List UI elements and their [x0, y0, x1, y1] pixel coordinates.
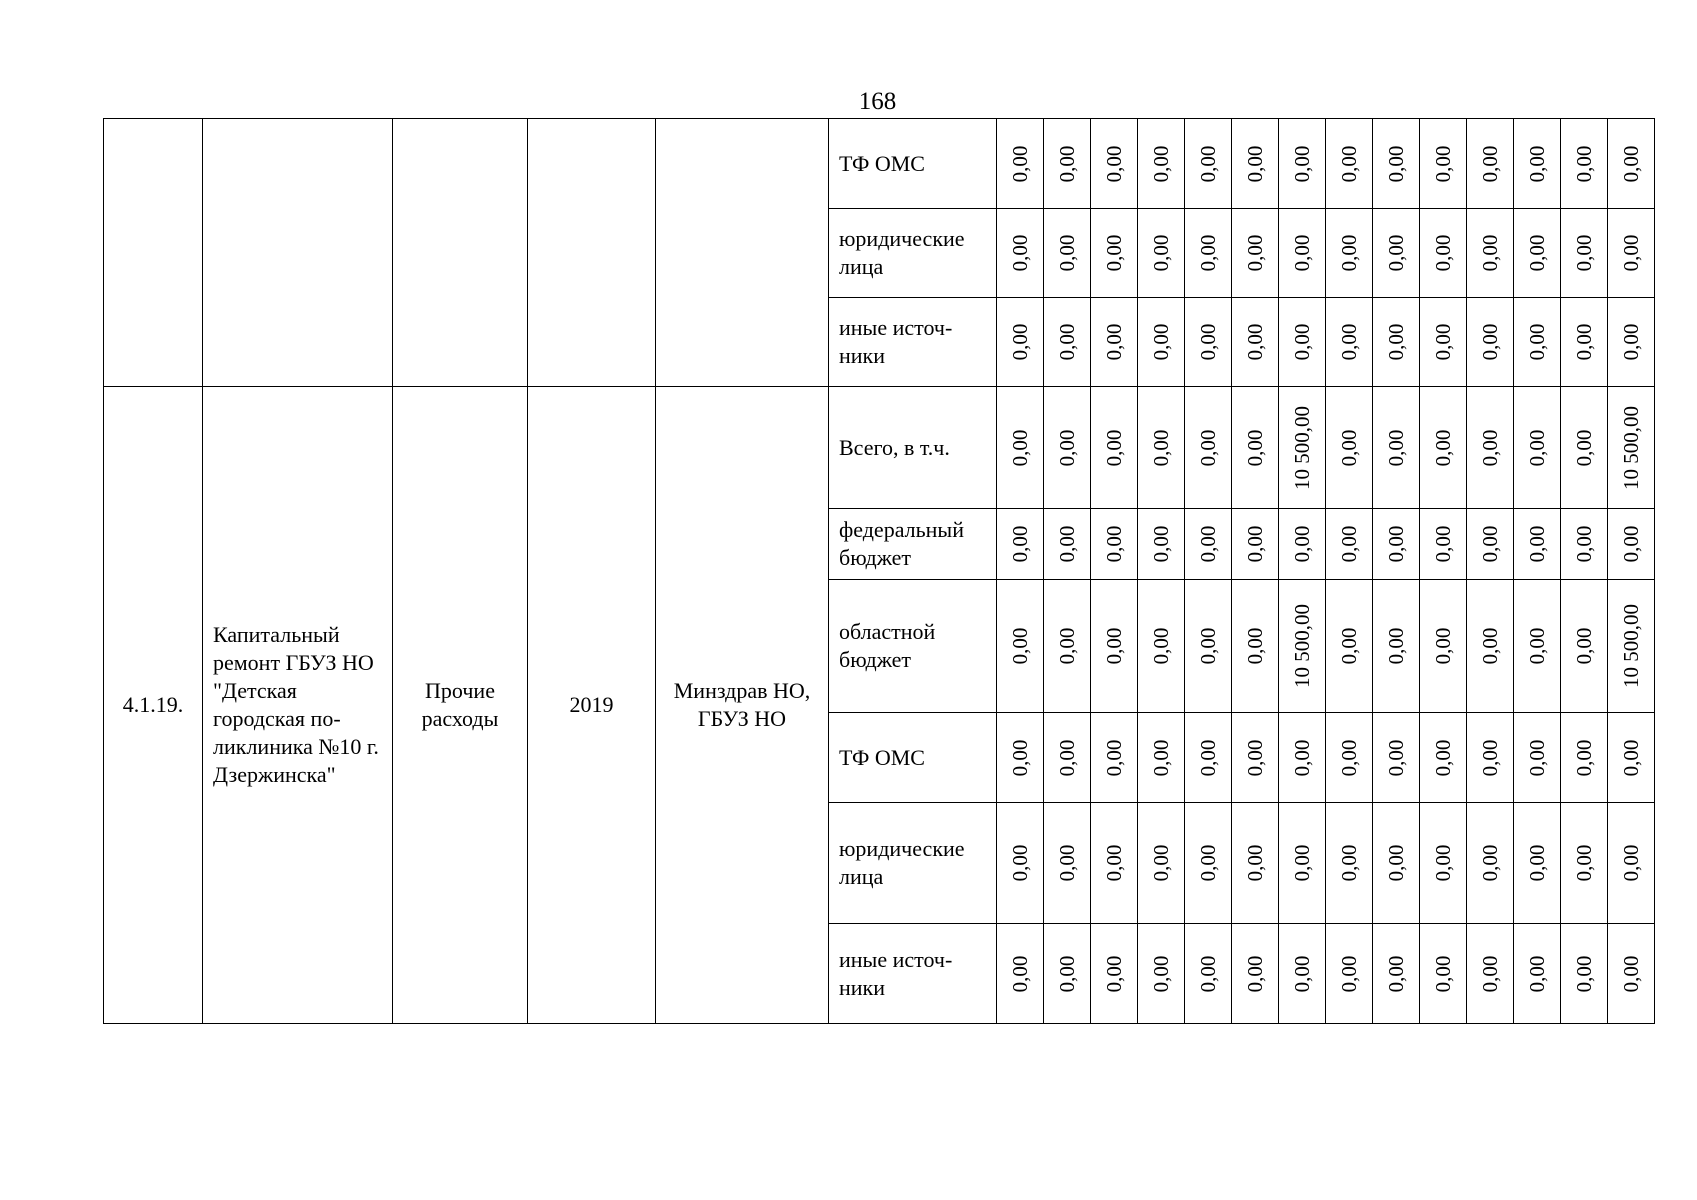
value-text: 0,00 [1525, 234, 1549, 272]
value-text: 0,00 [1337, 627, 1361, 665]
value-text: 0,00 [1572, 955, 1596, 992]
value-text: 0,00 [1384, 234, 1408, 272]
value-text: 0,00 [1102, 525, 1126, 563]
value-cell [1467, 580, 1514, 713]
value-cell [1467, 924, 1514, 1024]
value-text: 0,00 [1008, 844, 1032, 882]
value-text: 0,00 [1290, 323, 1314, 361]
value-text: 0,00 [1290, 739, 1314, 776]
value-text: 0,00 [1384, 627, 1408, 665]
value-cell [1232, 387, 1279, 509]
value-cell [1138, 298, 1185, 387]
value-cell [1373, 803, 1420, 924]
value-text: 0,00 [1055, 844, 1079, 882]
value-cell [1326, 509, 1373, 580]
funding-source: иные источ-ники [829, 924, 997, 1024]
value-text: 0,00 [1431, 955, 1455, 992]
value-cell [1091, 209, 1138, 298]
value-text: 0,00 [1337, 234, 1361, 272]
value-text: 0,00 [1055, 145, 1079, 182]
value-cell [1326, 803, 1373, 924]
value-text: 0,00 [1008, 525, 1032, 563]
value-cell [1467, 298, 1514, 387]
page-number: 168 [858, 88, 897, 115]
value-cell [1091, 509, 1138, 580]
value-cell [1373, 298, 1420, 387]
value-cell [1185, 387, 1232, 509]
value-text: 0,00 [1337, 525, 1361, 563]
value-text: 0,00 [1196, 145, 1220, 182]
value-cell [1420, 298, 1467, 387]
value-text: 0,00 [1384, 323, 1408, 361]
value-text: 0,00 [1243, 525, 1267, 563]
year: 2019 [528, 387, 656, 1024]
value-cell [1279, 298, 1326, 387]
value-cell [1232, 509, 1279, 580]
group2-body [104, 387, 1655, 1024]
value-cell [997, 119, 1044, 209]
value-text: 0,00 [1431, 145, 1455, 182]
value-cell [1091, 298, 1138, 387]
value-text: 0,00 [1102, 627, 1126, 665]
value-cell [1185, 209, 1232, 298]
value-cell [1185, 580, 1232, 713]
value-text: 0,00 [1431, 323, 1455, 361]
value-cell [1608, 713, 1655, 803]
value-cell [1279, 119, 1326, 209]
value-text: 0,00 [1478, 323, 1502, 361]
value-text: 0,00 [1478, 844, 1502, 882]
value-cell [1467, 713, 1514, 803]
expense-type: Прочие расходы [393, 387, 528, 1024]
value-text: 0,00 [1337, 323, 1361, 361]
value-text: 0,00 [1149, 429, 1173, 466]
value-text: 0,00 [1055, 234, 1079, 272]
value-text: 0,00 [1525, 429, 1549, 466]
value-text: 0,00 [1196, 844, 1220, 882]
value-cell [997, 387, 1044, 509]
funding-source: юридические лица [829, 803, 997, 924]
value-text: 0,00 [1478, 234, 1502, 272]
value-cell [1138, 580, 1185, 713]
value-cell [1373, 924, 1420, 1024]
group1-executor-cell [656, 119, 829, 387]
value-cell [1185, 298, 1232, 387]
value-text: 0,00 [1572, 234, 1596, 272]
value-text: 0,00 [1619, 145, 1643, 182]
value-cell [1514, 803, 1561, 924]
value-text: 0,00 [1431, 429, 1455, 466]
value-cell [1467, 209, 1514, 298]
value-text: 0,00 [1619, 844, 1643, 882]
value-cell [1561, 803, 1608, 924]
value-text: 0,00 [1478, 525, 1502, 563]
value-text: 0,00 [1384, 429, 1408, 466]
value-cell [1420, 509, 1467, 580]
value-cell [1373, 713, 1420, 803]
value-text: 0,00 [1619, 525, 1643, 563]
value-text: 0,00 [1008, 234, 1032, 272]
value-cell [1326, 209, 1373, 298]
value-text: 0,00 [1243, 844, 1267, 882]
value-cell [1091, 803, 1138, 924]
value-text: 0,00 [1055, 739, 1079, 776]
value-cell [1373, 509, 1420, 580]
value-cell [1561, 580, 1608, 713]
value-cell [1091, 387, 1138, 509]
value-cell [1138, 209, 1185, 298]
value-text: 0,00 [1149, 323, 1173, 361]
value-cell [1279, 509, 1326, 580]
value-cell [1232, 209, 1279, 298]
value-cell [1608, 298, 1655, 387]
value-text: 0,00 [1055, 323, 1079, 361]
value-cell [1326, 387, 1373, 509]
value-cell [997, 713, 1044, 803]
value-cell [1467, 509, 1514, 580]
value-cell [1185, 924, 1232, 1024]
value-cell [1561, 509, 1608, 580]
value-text: 0,00 [1055, 955, 1079, 992]
value-cell [1467, 119, 1514, 209]
value-text: 0,00 [1525, 844, 1549, 882]
value-text: 0,00 [1102, 429, 1126, 466]
value-text: 0,00 [1243, 627, 1267, 665]
value-cell [997, 924, 1044, 1024]
value-cell [1373, 119, 1420, 209]
value-text: 0,00 [1102, 323, 1126, 361]
value-text: 10 500,00 [1290, 405, 1314, 490]
value-cell [1138, 924, 1185, 1024]
value-cell [1091, 713, 1138, 803]
value-text: 0,00 [1008, 323, 1032, 361]
value-text: 0,00 [1619, 323, 1643, 361]
value-cell [997, 803, 1044, 924]
value-text: 0,00 [1055, 429, 1079, 466]
value-cell [1561, 924, 1608, 1024]
value-cell [1420, 580, 1467, 713]
value-text: 0,00 [1525, 323, 1549, 361]
value-cell [1420, 713, 1467, 803]
value-text: 0,00 [1384, 955, 1408, 992]
value-cell [1044, 713, 1091, 803]
value-text: 0,00 [1149, 234, 1173, 272]
value-cell [1420, 209, 1467, 298]
value-cell [1138, 713, 1185, 803]
group1-body [104, 119, 1655, 387]
value-cell [1326, 580, 1373, 713]
group1-number-cell [104, 119, 203, 387]
value-text: 0,00 [1102, 234, 1126, 272]
table-row [104, 387, 1655, 509]
funding-source: ТФ ОМС [829, 119, 997, 209]
value-cell [1044, 509, 1091, 580]
value-text: 0,00 [1478, 955, 1502, 992]
group1-name-cell [203, 119, 393, 387]
value-text: 0,00 [1525, 627, 1549, 665]
value-cell [1420, 924, 1467, 1024]
value-cell [1608, 119, 1655, 209]
value-text: 0,00 [1525, 739, 1549, 776]
value-text: 0,00 [1384, 844, 1408, 882]
value-cell [1561, 119, 1608, 209]
value-cell [1044, 298, 1091, 387]
value-cell [1232, 803, 1279, 924]
value-text: 0,00 [1196, 323, 1220, 361]
value-cell [1514, 209, 1561, 298]
funding-source: юридические лица [829, 209, 997, 298]
group1-year-cell [528, 119, 656, 387]
group1-expense-type-cell [393, 119, 528, 387]
item-number: 4.1.19. [104, 387, 203, 1024]
value-cell [1138, 509, 1185, 580]
value-text: 0,00 [1008, 955, 1032, 992]
value-cell [1514, 580, 1561, 713]
value-cell [997, 209, 1044, 298]
executor: Минздрав НО, ГБУЗ НО [656, 387, 829, 1024]
value-text: 0,00 [1196, 739, 1220, 776]
value-text: 0,00 [1525, 525, 1549, 563]
value-text: 0,00 [1431, 739, 1455, 776]
value-cell [997, 509, 1044, 580]
value-cell [1279, 387, 1326, 509]
value-cell [1420, 803, 1467, 924]
value-text: 0,00 [1384, 145, 1408, 182]
value-cell [1279, 713, 1326, 803]
value-text: 0,00 [1619, 955, 1643, 992]
value-text: 0,00 [1525, 955, 1549, 992]
value-cell [1232, 119, 1279, 209]
value-cell [1138, 119, 1185, 209]
value-cell [997, 580, 1044, 713]
value-text: 0,00 [1008, 739, 1032, 776]
funding-source: Всего, в т.ч. [829, 387, 997, 509]
value-cell [1138, 803, 1185, 924]
value-text: 0,00 [1196, 234, 1220, 272]
value-text: 0,00 [1102, 844, 1126, 882]
value-text: 0,00 [1572, 844, 1596, 882]
value-text: 0,00 [1102, 739, 1126, 776]
value-cell [1091, 119, 1138, 209]
value-cell [1044, 924, 1091, 1024]
value-cell [1138, 387, 1185, 509]
value-cell [1091, 580, 1138, 713]
funding-source: областной бюджет [829, 580, 997, 713]
value-text: 0,00 [1196, 429, 1220, 466]
value-cell [1091, 924, 1138, 1024]
value-text: 0,00 [1149, 145, 1173, 182]
value-cell [997, 298, 1044, 387]
value-cell [1561, 387, 1608, 509]
value-text: 10 500,00 [1290, 604, 1314, 688]
value-cell [1044, 209, 1091, 298]
value-text: 0,00 [1525, 145, 1549, 182]
value-cell [1185, 713, 1232, 803]
value-cell [1044, 803, 1091, 924]
value-text: 0,00 [1619, 739, 1643, 776]
value-text: 0,00 [1619, 234, 1643, 272]
value-cell [1561, 209, 1608, 298]
value-text: 0,00 [1149, 844, 1173, 882]
value-cell [1420, 119, 1467, 209]
value-cell [1373, 387, 1420, 509]
value-text: 0,00 [1572, 323, 1596, 361]
value-cell [1514, 298, 1561, 387]
value-cell [1185, 509, 1232, 580]
value-cell [1326, 298, 1373, 387]
value-text: 0,00 [1243, 739, 1267, 776]
value-cell [1514, 713, 1561, 803]
value-cell [1232, 713, 1279, 803]
value-cell [1373, 209, 1420, 298]
value-cell [1279, 803, 1326, 924]
value-cell [1561, 713, 1608, 803]
value-cell [1514, 387, 1561, 509]
item-name: Капитальный ремонт ГБУЗ НО "Детская городская по-ликлиника №10 г. Дзержинска" [203, 387, 393, 1024]
budget-table [103, 118, 1655, 1024]
value-text: 0,00 [1102, 955, 1126, 992]
value-text: 0,00 [1243, 145, 1267, 182]
value-text: 0,00 [1055, 627, 1079, 665]
value-text: 0,00 [1384, 739, 1408, 776]
value-text: 0,00 [1478, 627, 1502, 665]
value-text: 0,00 [1196, 525, 1220, 563]
value-text: 0,00 [1008, 429, 1032, 466]
value-cell [1514, 924, 1561, 1024]
table-row [104, 119, 1655, 209]
value-text: 0,00 [1290, 145, 1314, 182]
value-text: 0,00 [1431, 525, 1455, 563]
value-text: 0,00 [1149, 525, 1173, 563]
value-cell [1467, 803, 1514, 924]
value-text: 0,00 [1478, 429, 1502, 466]
value-text: 0,00 [1243, 955, 1267, 992]
value-text: 0,00 [1572, 739, 1596, 776]
value-cell [1185, 119, 1232, 209]
value-text: 0,00 [1243, 234, 1267, 272]
value-cell [1279, 924, 1326, 1024]
value-text: 10 500,00 [1619, 405, 1643, 490]
value-cell [1373, 580, 1420, 713]
value-text: 0,00 [1337, 145, 1361, 182]
value-cell [1326, 713, 1373, 803]
value-text: 0,00 [1431, 844, 1455, 882]
value-cell [1185, 803, 1232, 924]
value-cell [1044, 580, 1091, 713]
value-text: 0,00 [1196, 955, 1220, 992]
value-text: 0,00 [1478, 145, 1502, 182]
value-text: 0,00 [1102, 145, 1126, 182]
value-text: 0,00 [1572, 145, 1596, 182]
value-text: 0,00 [1243, 429, 1267, 466]
value-cell [1608, 803, 1655, 924]
value-cell [1326, 924, 1373, 1024]
value-text: 0,00 [1337, 739, 1361, 776]
funding-source: федеральный бюджет [829, 509, 997, 580]
value-text: 0,00 [1478, 739, 1502, 776]
funding-source: иные источ-ники [829, 298, 997, 387]
value-cell [1561, 298, 1608, 387]
value-text: 0,00 [1149, 739, 1173, 776]
value-cell [1608, 509, 1655, 580]
value-cell [1514, 509, 1561, 580]
value-text: 10 500,00 [1619, 604, 1643, 688]
value-text: 0,00 [1243, 323, 1267, 361]
value-text: 0,00 [1196, 627, 1220, 665]
value-text: 0,00 [1055, 525, 1079, 563]
value-cell [1608, 580, 1655, 713]
value-cell [1608, 924, 1655, 1024]
value-text: 0,00 [1337, 429, 1361, 466]
value-text: 0,00 [1149, 955, 1173, 992]
value-text: 0,00 [1337, 844, 1361, 882]
value-text: 0,00 [1290, 844, 1314, 882]
value-cell [1279, 209, 1326, 298]
value-text: 0,00 [1290, 234, 1314, 272]
value-text: 0,00 [1431, 234, 1455, 272]
value-text: 0,00 [1384, 525, 1408, 563]
value-cell [1232, 580, 1279, 713]
value-text: 0,00 [1337, 955, 1361, 992]
value-cell [1514, 119, 1561, 209]
value-cell [1044, 387, 1091, 509]
value-text: 0,00 [1008, 627, 1032, 665]
funding-source: ТФ ОМС [829, 713, 997, 803]
value-text: 0,00 [1149, 627, 1173, 665]
value-text: 0,00 [1431, 627, 1455, 665]
value-text: 0,00 [1290, 955, 1314, 992]
value-text: 0,00 [1572, 429, 1596, 466]
value-cell [1420, 387, 1467, 509]
value-cell [1279, 580, 1326, 713]
value-cell [1608, 387, 1655, 509]
value-cell [1608, 209, 1655, 298]
value-cell [1044, 119, 1091, 209]
value-cell [1232, 924, 1279, 1024]
value-text: 0,00 [1290, 525, 1314, 563]
value-text: 0,00 [1572, 627, 1596, 665]
value-text: 0,00 [1008, 145, 1032, 182]
value-cell [1326, 119, 1373, 209]
value-text: 0,00 [1572, 525, 1596, 563]
value-cell [1232, 298, 1279, 387]
value-cell [1467, 387, 1514, 509]
